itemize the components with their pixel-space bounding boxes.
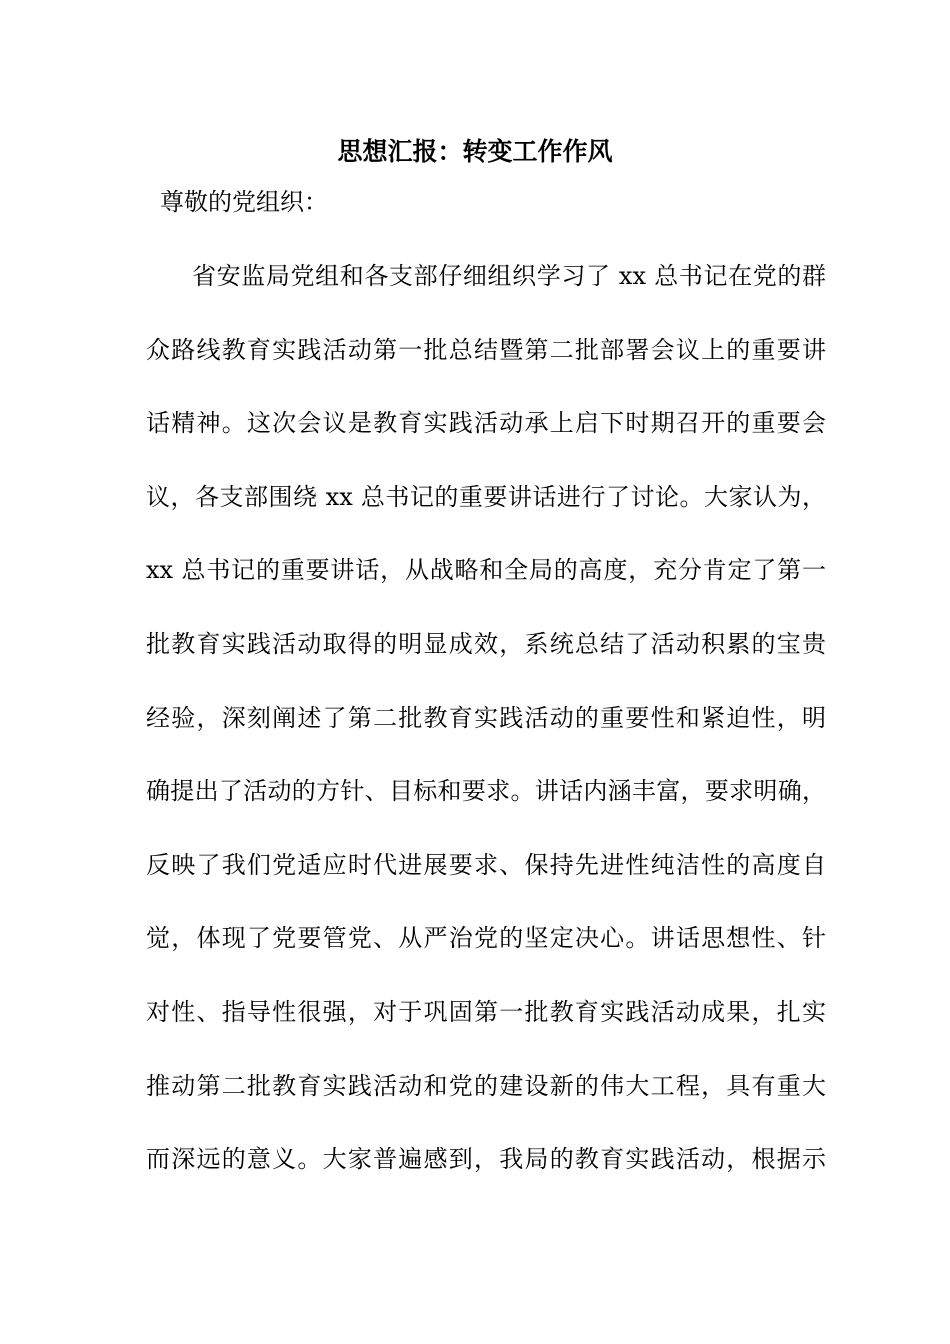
- body-line: 议，各支部围绕 xx 总书记的重要讲话进行了讨论。大家认为，: [146, 482, 826, 511]
- body-line: xx 总书记的重要讲话，从战略和全局的高度，充分肯定了第一: [146, 556, 826, 585]
- body-line: 批教育实践活动取得的明显成效，系统总结了活动积累的宝贵: [146, 629, 826, 658]
- body-line: 省安监局党组和各支部仔细组织学习了 xx 总书记在党的群: [192, 262, 826, 290]
- salutation: 尊敬的党组织：: [160, 188, 328, 216]
- body-line: 推动第二批教育实践活动和党的建设新的伟大工程，具有重大: [146, 1071, 826, 1100]
- body-line: 而深远的意义。大家普遍感到，我局的教育实践活动，根据示: [146, 1145, 826, 1174]
- body-line: 对性、指导性很强，对于巩固第一批教育实践活动成果，扎实: [146, 997, 826, 1026]
- body-line: 话精神。这次会议是教育实践活动承上启下时期召开的重要会: [146, 409, 826, 438]
- body-line: 反映了我们党适应时代进展要求、保持先进性纯洁性的高度自: [146, 850, 826, 879]
- body-line: 众路线教育实践活动第一批总结暨第二批部署会议上的重要讲: [146, 335, 826, 364]
- body-line: 经验，深刻阐述了第二批教育实践活动的重要性和紧迫性，明: [146, 703, 826, 732]
- document-title: 思想汇报：转变工作作风: [337, 137, 613, 166]
- body-line: 确提出了活动的方针、目标和要求。讲话内涵丰富，要求明确，: [146, 777, 826, 806]
- body-text: [146, 258, 826, 1215]
- body-line: 觉，体现了党要管党、从严治党的坚定决心。讲话思想性、针: [146, 924, 826, 953]
